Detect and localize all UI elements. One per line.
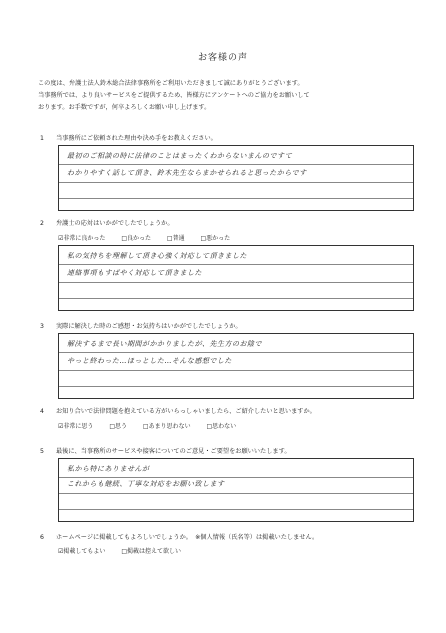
answer-box-1[interactable] xyxy=(58,145,414,211)
handwritten-answer-line: やっと終わった…ほっとした…そんな感想でした xyxy=(67,357,232,365)
handwritten-answer-line: これからも継続、丁寧な対応をお願い致します xyxy=(67,480,225,488)
question-number: 1 xyxy=(40,135,44,142)
question-5 xyxy=(40,446,291,455)
ruled-line xyxy=(59,477,413,478)
question-text: ホームページに掲載してもよろしいでしょうか。 ※個人情報（氏名等）は掲載いたしません。 xyxy=(56,534,319,541)
ruled-line xyxy=(59,164,413,165)
question-text: 最後に、当事務所のサービスや接客についてのご意見・ご要望をお願いいたします。 xyxy=(56,448,291,455)
page-title: お客様の声 xyxy=(197,53,248,63)
options-4 xyxy=(58,421,250,430)
question-number: 2 xyxy=(40,220,44,227)
intro-line: 当事務所では、より良いサービスをご提供するため、皆様方にアンケートへのご協力をお願いして xyxy=(38,92,310,99)
handwritten-answer-line: 解決するまで長い期間がかかりましたが、先生方のお陰で xyxy=(67,340,262,348)
question-3 xyxy=(40,321,242,330)
question-number: 4 xyxy=(40,408,44,415)
intro-line: おります。お手数ですが，何卒よろしくお願い申し上げます。 xyxy=(38,104,211,111)
question-6 xyxy=(40,532,318,541)
handwritten-answer-line: 私の気持ちを理解して頂き心強く対応して頂きました xyxy=(67,252,247,260)
answer-box-5[interactable] xyxy=(58,458,414,522)
checkbox-option[interactable]: □良かった xyxy=(121,235,151,242)
options-6 xyxy=(58,546,195,555)
question-number: 6 xyxy=(40,534,44,541)
question-text: お知り合いで法律問題を抱えている方がいらっしゃいましたら、ご紹介したいと思いますか。 xyxy=(56,408,316,415)
handwritten-answer-line: 私から特にありませんが xyxy=(67,465,150,473)
checkbox-option[interactable]: ☑掲載してもよい xyxy=(58,548,106,555)
ruled-line xyxy=(59,493,413,494)
intro-line: この度は、弁護士法人鈴木総合法律事務所をご利用いただきまして誠にありがとうございます。 xyxy=(38,80,304,87)
question-2 xyxy=(40,218,174,227)
question-number: 5 xyxy=(40,448,44,455)
answer-box-2[interactable] xyxy=(58,245,414,311)
checkbox-option[interactable]: □あまり思わない xyxy=(142,423,191,430)
question-4 xyxy=(40,406,316,415)
handwritten-answer-line: 最初のご相談の時に法律のことはまったくわからないまんのですて xyxy=(67,152,293,160)
checkbox-option[interactable]: ☑非常に良かった xyxy=(58,235,106,242)
checkbox-option[interactable]: □思わない xyxy=(206,423,237,430)
question-text: 当事務所にご依頼された理由や決め手をお教えください。 xyxy=(56,135,217,142)
ruled-line xyxy=(59,509,413,510)
ruled-line xyxy=(59,352,413,353)
handwritten-answer-line: 連絡事項もすばやく対応して頂きました xyxy=(67,269,202,277)
ruled-line xyxy=(59,264,413,265)
question-text: 実際に解決した時のご感想・お気持ちはいかがでしたでしょうか。 xyxy=(56,323,242,330)
checkbox-option[interactable]: □悪かった xyxy=(200,235,231,242)
ruled-line xyxy=(59,198,413,199)
ruled-line xyxy=(59,282,413,283)
ruled-line xyxy=(59,370,413,371)
question-1 xyxy=(40,133,217,142)
question-text: 弁護士の応対はいかがでしたでしょうか。 xyxy=(56,220,174,227)
ruled-line xyxy=(59,386,413,387)
answer-box-3[interactable] xyxy=(58,333,414,399)
ruled-line xyxy=(59,182,413,183)
checkbox-option[interactable]: □思う xyxy=(109,423,127,430)
question-number: 3 xyxy=(40,323,44,330)
checkbox-option[interactable]: ☑非常に思う xyxy=(58,423,94,430)
checkbox-option[interactable]: □普通 xyxy=(166,235,185,242)
options-2 xyxy=(58,233,244,242)
checkbox-option[interactable]: □掲載は控えて欲しい xyxy=(121,548,181,555)
ruled-line xyxy=(59,298,413,299)
intro-text xyxy=(38,78,398,114)
handwritten-answer-line: わかりやすく話して頂き、鈴木先生ならまかせられると思ったからです xyxy=(67,169,307,177)
